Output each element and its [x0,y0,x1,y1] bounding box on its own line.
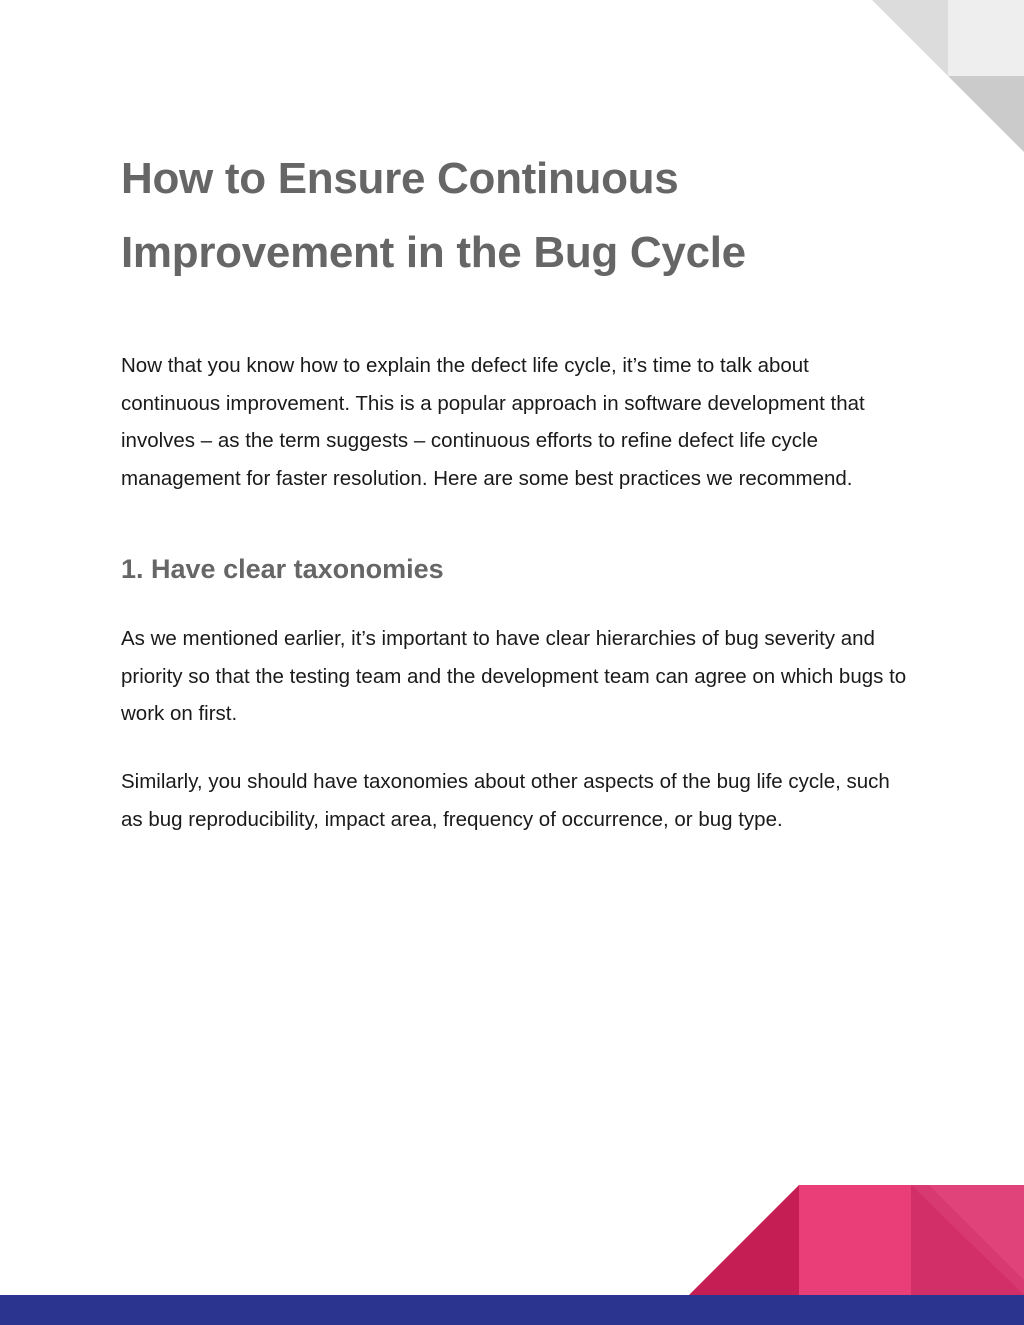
intro-paragraph: Now that you know how to explain the defect life cycle, it’s time to talk about continuous improvement. This is a popular approach in software development that involves – as the term suggests – continuous efforts to refine defect life cycle management for faster resolution. Here are some best practices we recommend. [121,354,865,491]
section-paragraph-2: Similarly, you should have taxonomies about other aspects of the bug life cycle, such as bug reproducibility, impact area, frequency of occurrence, or bug type. [121,769,890,831]
section-paragraph-1: As we mentioned earlier, it’s important to have clear hierarchies of bug severity and priority so that the testing team and the development team can agree on which bugs to work on first. [121,626,907,726]
section-heading: 1. Have clear taxonomies [121,553,444,584]
document-body [121,142,911,838]
footer-bar [0,1295,1024,1325]
page-title: How to Ensure Continuous Improvement in the Bug Cycle [121,154,746,277]
corner-decoration-top [872,0,1024,152]
